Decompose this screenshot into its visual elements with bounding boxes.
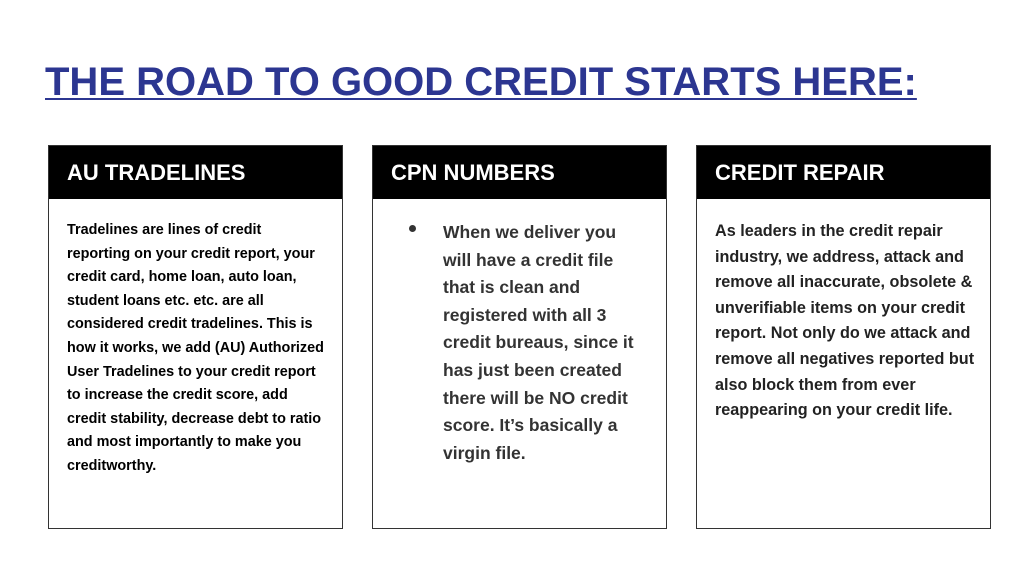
bullet-icon (409, 225, 416, 232)
credit-repair-card (696, 145, 991, 529)
credit-repair-header: CREDIT REPAIR (697, 146, 990, 199)
cpn-numbers-list (373, 199, 666, 467)
credit-repair-description: As leaders in the credit repair industry, we address, attack and remove all inaccurate, obsolete & unverifiable items on your credit report. Not only do we attack and remove all negatives reported but also block them from ever reappearing on your credit life. (715, 222, 975, 420)
au-tradelines-card (48, 145, 343, 529)
au-tradelines-description: Tradelines are lines of credit reporting on your credit report, your credit card, home loan, auto loan, student loans etc. etc. are all considered credit tradelines. This is how it works, we add (AU) Authorized User Tradelines to your credit report to increase the credit score, add credit stability, decrease debt to ratio and most importantly to make you creditworthy. (67, 222, 324, 474)
cpn-numbers-header: CPN NUMBERS (373, 146, 666, 199)
page-title: THE ROAD TO GOOD CREDIT STARTS HERE: (45, 60, 917, 104)
cpn-numbers-card (372, 145, 667, 529)
au-tradelines-header: AU TRADELINES (49, 146, 342, 199)
cpn-numbers-description: When we deliver you will have a credit file that is clean and registered with all 3 credit bureaus, since it has just been created there will be NO credit score. It’s basically a virgin file. (443, 222, 634, 463)
